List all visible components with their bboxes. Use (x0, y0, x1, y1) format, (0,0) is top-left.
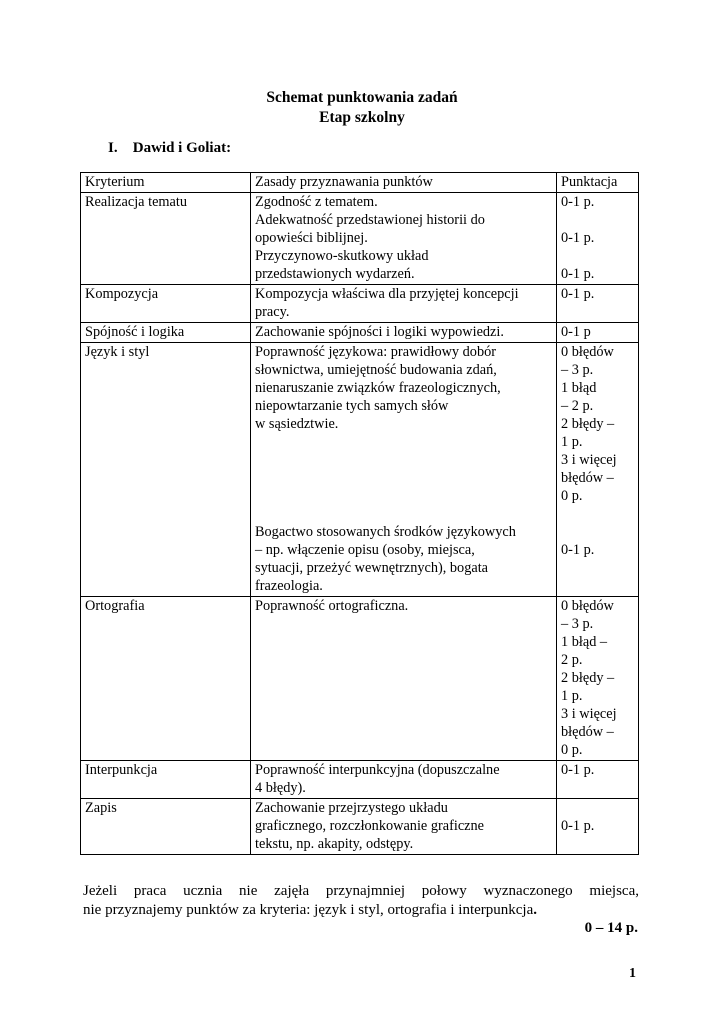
points-cell (557, 597, 639, 761)
points-line (561, 523, 635, 541)
criterion-cell (81, 193, 251, 285)
criterion-label: Kompozycja (85, 286, 159, 302)
points-line: – 2 p. (561, 398, 594, 414)
criterion-label: Język i styl (85, 344, 150, 360)
page-number: 1 (629, 966, 636, 981)
rules-line: słownictwa, umiejętność budowania zdań, (255, 362, 497, 378)
criterion-cell (81, 323, 251, 343)
scoring-table (80, 172, 639, 855)
criterion-cell (81, 597, 251, 761)
table-row (81, 597, 639, 761)
rules-cell (251, 285, 557, 323)
rules-line (255, 487, 553, 505)
rules-line: 4 błędy). (255, 780, 306, 796)
header-criterion: Kryterium (81, 173, 251, 193)
rules-line: Zgodność z tematem. (255, 194, 378, 210)
points-line: 2 błędy – (561, 416, 615, 432)
rules-line: frazeologia. (255, 578, 323, 594)
rules-line: Przyczynowo-skutkowy układ (255, 248, 429, 264)
points-line (561, 211, 635, 229)
points-line (561, 799, 635, 817)
criterion-cell (81, 799, 251, 855)
note-line-1: Jeżeli praca ucznia nie zajęła przynajmniej połowy wyznaczonego miejsca, (83, 883, 639, 899)
note-line-2-text: nie przyznajemy punktów za kryteria: język i styl, ortografia i interpunkcja (83, 902, 534, 918)
rules-line: opowieści biblijnej. (255, 230, 368, 246)
table-row (81, 323, 639, 343)
points-cell (557, 761, 639, 799)
criterion-label: Spójność i logika (85, 324, 185, 340)
rules-cell (251, 761, 557, 799)
rules-line: tekstu, np. akapity, odstępy. (255, 836, 414, 852)
points-line: 0 błędów (561, 344, 614, 360)
rules-line (255, 433, 553, 451)
points-line: 3 i więcej (561, 706, 617, 722)
rules-line: niepowtarzanie tych samych słów (255, 398, 449, 414)
rules-cell (251, 597, 557, 761)
table-row (81, 799, 639, 855)
points-line: 0 błędów (561, 598, 614, 614)
table-row (81, 761, 639, 799)
rules-line: Kompozycja właściwa dla przyjętej koncepcji (255, 286, 519, 302)
page-title: Schemat punktowania zadań (266, 89, 458, 106)
points-line: 1 błąd – (561, 634, 608, 650)
note-line-2 (83, 902, 537, 918)
note-line-2-period: . (533, 902, 538, 918)
points-line: 2 p. (561, 652, 583, 668)
criterion-label: Interpunkcja (85, 762, 158, 778)
header-rules: Zasady przyznawania punktów (251, 173, 557, 193)
points-line: 0-1 p. (561, 266, 595, 282)
rules-line: Zachowanie przejrzystego układu (255, 800, 448, 816)
points-line: błędów – (561, 724, 614, 740)
points-line: 0-1 p. (561, 194, 595, 210)
section-heading (108, 138, 231, 158)
points-line: 1 p. (561, 434, 583, 450)
rules-cell (251, 323, 557, 343)
points-line: 0-1 p. (561, 230, 595, 246)
rules-cell (251, 799, 557, 855)
scoring-note (83, 882, 639, 920)
points-line: 1 błąd (561, 380, 597, 396)
table-row (81, 343, 639, 597)
points-cell (557, 285, 639, 323)
points-cell (557, 193, 639, 285)
header-points: Punktacja (557, 173, 639, 193)
rules-line (255, 505, 553, 523)
points-line: 0 p. (561, 742, 583, 758)
criterion-cell (81, 343, 251, 597)
rules-cell (251, 193, 557, 285)
rules-line: Poprawność językowa: prawidłowy dobór (255, 344, 497, 360)
points-cell (557, 343, 639, 597)
rules-line: Zachowanie spójności i logiki wypowiedzi. (255, 324, 504, 340)
table-row (81, 285, 639, 323)
rules-line: pracy. (255, 304, 290, 320)
rules-line: Poprawność interpunkcyjna (dopuszczalne (255, 762, 500, 778)
points-line: – 3 p. (561, 362, 594, 378)
criterion-label: Realizacja tematu (85, 194, 188, 210)
points-line: 0-1 p. (561, 762, 595, 778)
points-line: 1 p. (561, 688, 583, 704)
points-line: 3 i więcej (561, 452, 617, 468)
section-number: I. (108, 140, 118, 156)
criterion-label: Ortografia (85, 598, 145, 614)
rules-line: Adekwatność przedstawionej historii do (255, 212, 485, 228)
rules-line: Bogactwo stosowanych środków językowych (255, 524, 516, 540)
table-row (81, 193, 639, 285)
criterion-label: Zapis (85, 800, 117, 816)
rules-line: sytuacji, przeżyć wewnętrznych), bogata (255, 560, 489, 576)
table-header-row (81, 173, 639, 193)
rules-line: w sąsiedztwie. (255, 416, 339, 432)
total-points: 0 – 14 p. (584, 920, 638, 936)
rules-line (255, 451, 553, 469)
rules-line: – np. włączenie opisu (osoby, miejsca, (255, 542, 475, 558)
rules-line: przedstawionych wydarzeń. (255, 266, 415, 282)
points-line: 0-1 p. (561, 542, 595, 558)
rules-cell (251, 343, 557, 597)
points-line: 0-1 p (561, 324, 591, 340)
page-subtitle: Etap szkolny (319, 109, 405, 126)
points-line: 0 p. (561, 488, 583, 504)
points-line: błędów – (561, 470, 614, 486)
rules-line (255, 469, 553, 487)
rules-line: nienaruszanie związków frazeologicznych, (255, 380, 501, 396)
criterion-cell (81, 761, 251, 799)
section-title: Dawid i Goliat: (132, 140, 232, 156)
points-line: 0-1 p. (561, 286, 595, 302)
points-cell (557, 323, 639, 343)
points-line (561, 505, 635, 523)
points-line: – 3 p. (561, 616, 594, 632)
criterion-cell (81, 285, 251, 323)
points-cell (557, 799, 639, 855)
rules-line: Poprawność ortograficzna. (255, 598, 409, 614)
points-line: 0-1 p. (561, 818, 595, 834)
rules-line: graficznego, rozczłonkowanie graficzne (255, 818, 485, 834)
points-line: 2 błędy – (561, 670, 615, 686)
points-line (561, 247, 635, 265)
